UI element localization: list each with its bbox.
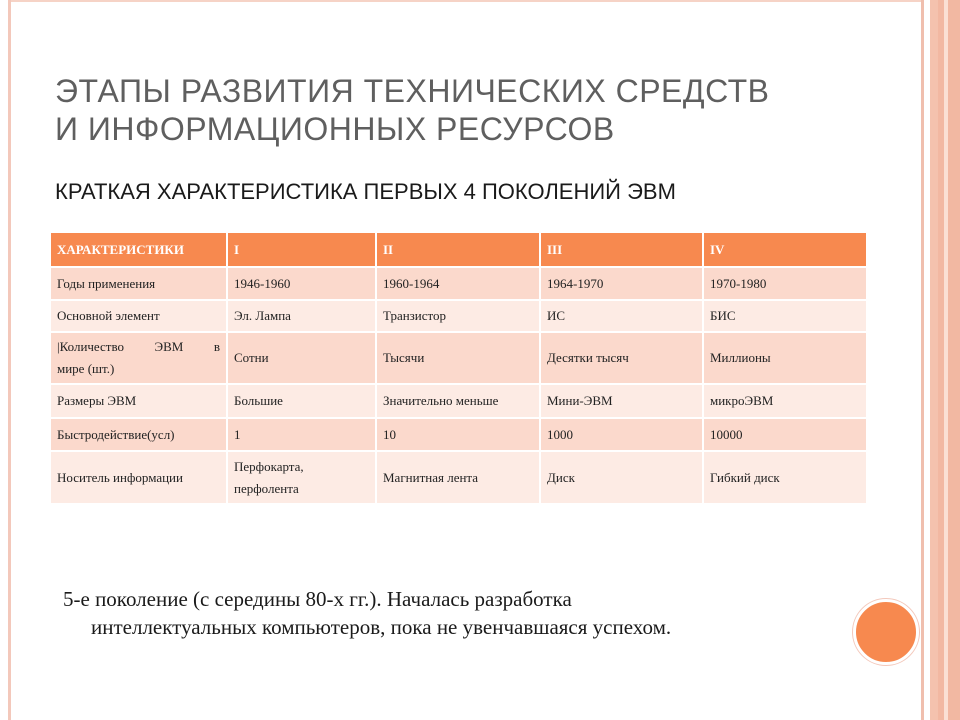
- table-cell: Эл. Лампа: [227, 300, 376, 332]
- header-gen-4: IV: [703, 233, 867, 267]
- slide-frame-left: [8, 0, 11, 720]
- table-cell: Десятки тысяч: [540, 332, 703, 384]
- generations-table: [51, 233, 868, 503]
- table-row: [51, 332, 867, 384]
- table-cell: 10: [376, 418, 540, 451]
- table-cell: 1970-1980: [703, 267, 867, 300]
- slide-frame-top: [8, 0, 922, 2]
- table-cell: 1964-1970: [540, 267, 703, 300]
- slide-title: [55, 72, 915, 148]
- table-cell: Тысячи: [376, 332, 540, 384]
- slide-frame-right-stripe: [938, 0, 960, 720]
- table-cell: Носитель информации: [51, 451, 227, 503]
- header-gen-1: I: [227, 233, 376, 267]
- slide-title-line2: И ИНФОРМАЦИОННЫХ РЕСУРСОВ: [55, 111, 615, 147]
- count-label-part: в: [213, 339, 220, 354]
- table-row: [51, 267, 867, 300]
- table-cell: Быстродействие(усл): [51, 418, 227, 451]
- table-cell: Размеры ЭВМ: [51, 384, 227, 418]
- table-cell: Большие: [227, 384, 376, 418]
- table-row: [51, 384, 867, 418]
- table-header-row: [51, 233, 867, 267]
- table-cell: Сотни: [227, 332, 376, 384]
- fifth-generation-note: [63, 585, 863, 641]
- count-label-line2: мире (шт.): [57, 361, 115, 376]
- table-cell: 1960-1964: [376, 267, 540, 300]
- header-gen-2: II: [376, 233, 540, 267]
- table-row: [51, 418, 867, 451]
- table-cell: Транзистор: [376, 300, 540, 332]
- table-row: [51, 300, 867, 332]
- note-line2: интеллектуальных компьютеров, пока не увенчавшаяся успехом.: [91, 615, 672, 639]
- header-gen-3: III: [540, 233, 703, 267]
- table-cell: ИС: [540, 300, 703, 332]
- slide-subtitle: КРАТКАЯ ХАРАКТЕРИСТИКА ПЕРВЫХ 4 ПОКОЛЕНИЙ ЭВМ: [55, 179, 676, 204]
- table-cell: Перфокарта, перфолента: [227, 451, 376, 503]
- table-cell: Диск: [540, 451, 703, 503]
- table-cell: Миллионы: [703, 332, 867, 384]
- header-characteristics: ХАРАКТЕРИСТИКИ: [51, 233, 227, 267]
- table-cell: 1000: [540, 418, 703, 451]
- table-cell: Значительно меньше: [376, 384, 540, 418]
- count-label-part: ЭВМ: [154, 339, 184, 354]
- table-cell: 1: [227, 418, 376, 451]
- slide-title-line1: ЭТАПЫ РАЗВИТИЯ ТЕХНИЧЕСКИХ СРЕДСТВ: [55, 73, 770, 109]
- slide-frame-right-stripe: [944, 0, 948, 720]
- table-cell: Основной элемент: [51, 300, 227, 332]
- table-cell: микроЭВМ: [703, 384, 867, 418]
- table-cell: 10000: [703, 418, 867, 451]
- table-cell: Магнитная лента: [376, 451, 540, 503]
- table-cell: Годы применения: [51, 267, 227, 300]
- count-label-line1: [57, 336, 220, 358]
- slide-frame-right-stripe: [930, 0, 938, 720]
- slide-frame-right-stripe: [921, 0, 924, 720]
- table-cell: Гибкий диск: [703, 451, 867, 503]
- table-cell-count: [51, 332, 227, 384]
- note-line1: 5-е поколение (с середины 80-х гг.). Началась разработка: [63, 587, 572, 611]
- table-cell: 1946-1960: [227, 267, 376, 300]
- table-row: [51, 451, 867, 503]
- decorative-circle: [853, 599, 919, 665]
- table-cell: БИС: [703, 300, 867, 332]
- table-cell: Мини-ЭВМ: [540, 384, 703, 418]
- count-label-part: |Количество: [57, 339, 125, 354]
